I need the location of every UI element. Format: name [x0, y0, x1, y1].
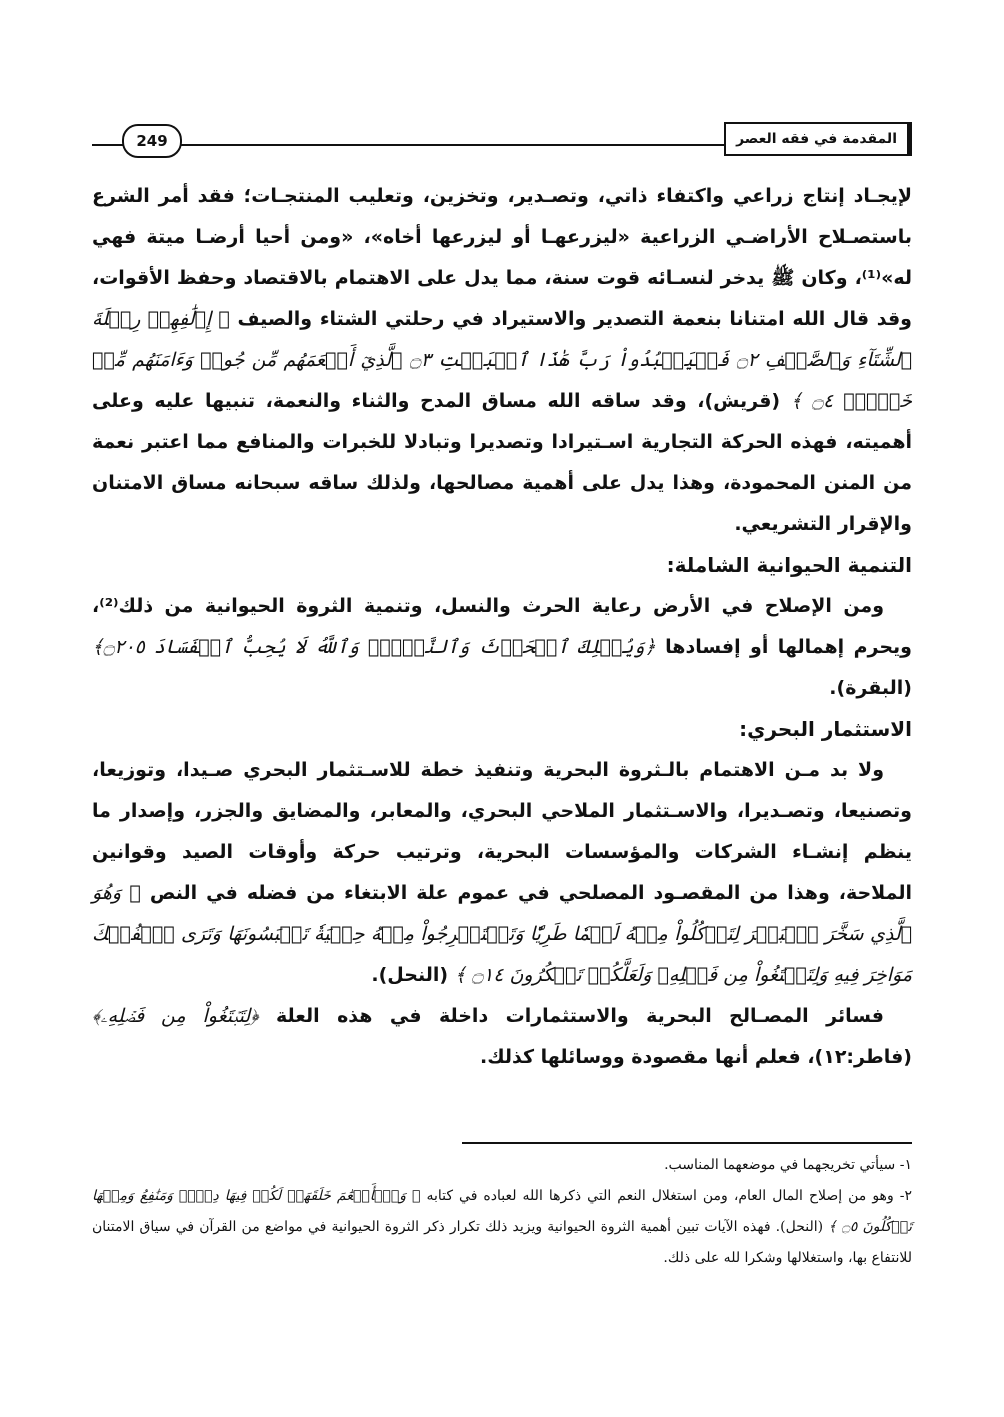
paragraph-text: (فاطر:١٢)، فعلم أنها مقصودة ووسائلها كذلك.	[479, 1046, 912, 1068]
main-text	[92, 176, 912, 1078]
paragraph-text: لإيجـاد إنتاج زراعي واكتفاء ذاتي، وتصـدير، وتخزين، وتعليب المنتجـات؛ فقد أمر الشرع باستصـلاح الأراضـي الزراعية «ليزرعهـا أو ليزرعها أخاه»، «ومن أحيا أرضـا ميتة فهي له»⁽¹⁾، وكان ﷺ يدخر لنسـائه قوت سنة، مما يدل على الاهتمام بالاقتصاد وحفظ الأقوات، وقد قال الله امتنانا بنعمة التصدير والاستيراد في رحلتي الشتاء والصيف	[92, 185, 912, 330]
page-number: 249	[122, 124, 182, 158]
paragraph-text: ومن الإصلاح في الأرض رعاية الحرث والنسل، وتنمية الثروة الحيوانية من ذلك⁽²⁾، ويحرم إهمالها أو إفسادها	[92, 595, 912, 658]
paragraph-text: (البقرة).	[829, 677, 912, 699]
section-heading-livestock: التنمية الحيوانية الشاملة:	[666, 553, 912, 577]
footnotes	[92, 1150, 912, 1274]
paragraph-text: (النحل).	[371, 964, 449, 986]
paragraph-text: ولا بد مـن الاهتمام بالـثروة البحرية وتنفيذ خطة للاسـتثمار البحري صـيدا، وتوزيعا، وتصنيعا، وتصـديرا، والاسـتثمار الملاحي البحري، والمعابر، والمضايق والجزر، وإصدار ما ينظم إنشـاء الشركات والمؤسسات البحرية، وترتيب حركة وأوقات الصيد وقوانين الملاحة، وهذا من المقصـود المصلحي في عموم علة الابتغاء من فضله في النص	[92, 759, 912, 904]
paragraph-livestock	[92, 586, 912, 709]
section-heading-marine: الاستثمار البحري:	[739, 717, 912, 741]
paragraph-marine	[92, 750, 912, 996]
footnote-text: ٢- وهو من إصلاح المال العام، ومن استغلال النعم التي ذكرها الله لعباده في كتابه	[426, 1188, 912, 1204]
quran-verse: ﴿وَيُهۡلِكَ ٱلۡحَرۡثَ وَٱلنَّسۡلَۚ وَٱللَّهُ لَا يُحِبُّ ٱلۡفَسَادَ ۝٢٠٥﴾	[92, 636, 656, 658]
paragraph-text: (قريش)، وقد ساقه الله مساق المدح والثناء والنعمة، تنبيها عليه وعلى أهميته، فهذه الحركة التجارية اسـتيرادا وتصديرا وتبادلا للخبرات والمنافع مما اعتبر نعمة من المنن المحمودة، وهذا يدل على أهمية مصالحها، ولذلك ساقه سبحانه مساق الامتنان والإقرار التشريعي.	[92, 390, 912, 535]
footnote-2	[92, 1181, 912, 1274]
quran-verse: ﴿ وَٱلۡأَنۡعَٰمَ خَلَقَهَاۗ لَكُمۡ فِيهَا دِفۡءٞ وَمَنَٰفِعُ وَمِنۡهَا تَأۡكُلُونَ ۝٥ ﴾	[92, 1188, 913, 1235]
footnote-text: (النحل). فهذه الآيات تبين أهمية الثروة الحيوانية ويزيد ذلك تكرار ذكر الثروة الحيوانية في مواضع من القرآن في سياق الامتنان للانتفاع بها، واستغلالها وشكرا لله على ذلك.	[92, 1219, 912, 1266]
footnote-separator	[462, 1142, 912, 1144]
quran-verse: ﴿ إِۦلَٰفِهِمۡ رِحۡلَةَ ٱلشِّتَآءِ وَٱلصَّيۡفِ ۝٢ فَلۡيَعۡبُدُواْ رَبَّ هَٰذَا ٱلۡبَيۡتِ ۝٣ ٱلَّذِيٓ أَطۡعَمَهُم مِّن جُوعٖ وَءَامَنَهُم مِّنۡ خَوۡفِۭ ۝٤ ﴾	[92, 308, 912, 412]
paragraph-text: فسائر المصـالح البحرية والاستثمارات داخلة في هذه العلة	[275, 1005, 884, 1027]
book-title: المقدمة في فقه العصر	[724, 122, 912, 156]
quran-verse: ﴿لِتَبۡتَغُواْ مِن فَضۡلِهِۦ﴾	[92, 1005, 259, 1027]
paragraph-trade	[92, 176, 912, 545]
page-header	[92, 118, 912, 158]
footnote-1: ١- سيأتي تخريجهما في موضعهما المناسب.	[664, 1157, 912, 1173]
quran-verse: ﴿ وَهُوَ ٱلَّذِي سَخَّرَ ٱلۡبَحۡرَ لِتَأۡكُلُواْ مِنۡهُ لَحۡمٗا طَرِيّٗا وَتَسۡتَخۡرِجُواْ مِنۡهُ حِلۡيَةٗ تَلۡبَسُونَهَا وَتَرَى ٱلۡفُلۡكَ مَوَاخِرَ فِيهِ وَلِتَبۡتَغُواْ مِن فَضۡلِهِۦ وَلَعَلَّكُمۡ تَشۡكُرُونَ ۝١٤ ﴾	[92, 882, 912, 986]
paragraph-marine-conclusion	[92, 996, 912, 1078]
